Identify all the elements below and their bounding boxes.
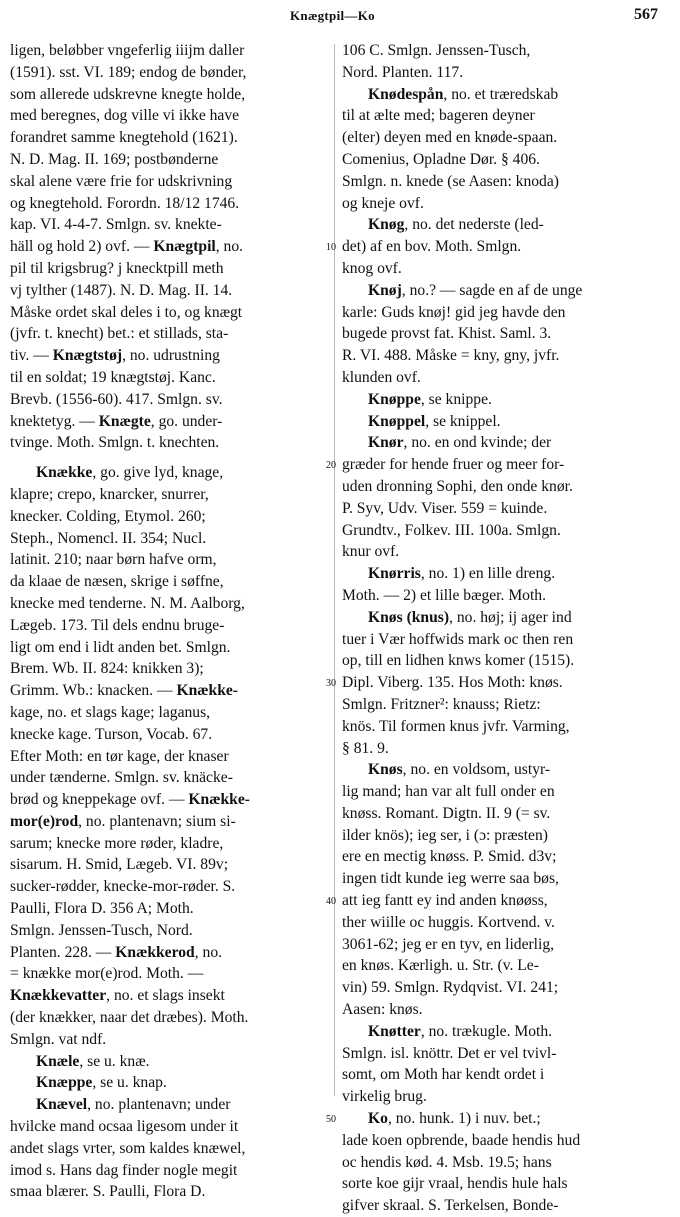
left-text-line	[10, 62, 328, 84]
right-text-line	[342, 454, 664, 476]
right-text-line	[342, 781, 664, 803]
line-text: op, till en lidhen knws komer (1515).	[342, 652, 575, 670]
line-text: Moth. — 2) et lille bæger. Moth.	[342, 586, 547, 604]
left-text-line	[10, 876, 328, 898]
headword: mor(e)rod	[10, 812, 79, 830]
line-text: knøss. Romant. Digtn. II. 9 (= sv.	[342, 804, 551, 822]
left-text-line	[10, 1138, 328, 1160]
line-text: sisarum. H. Smid, Lægeb. VI. 89v;	[10, 856, 229, 874]
line-text: gifver skraal. S. Terkelsen, Bonde-	[342, 1197, 559, 1215]
line-text: Smlgn. vat ndf.	[10, 1030, 107, 1048]
right-text-line	[342, 672, 664, 694]
line-text-after: , no. et træredskab	[443, 85, 559, 103]
line-text: Grundtv., Folkev. III. 100a. Smlgn.	[342, 521, 561, 539]
headword: Knække-	[188, 791, 250, 809]
line-text-after: , no. 1) en lille dreng.	[420, 565, 556, 583]
margin-line-number: 20	[326, 460, 336, 471]
right-text-line	[342, 1064, 664, 1086]
line-text: knur ovf.	[342, 543, 400, 561]
line-text: tvinge. Moth. Smlgn. t. knechten.	[10, 434, 220, 452]
right-text-line	[342, 280, 664, 302]
left-text-line	[10, 484, 328, 506]
line-text: Efter Moth: en tør kage, der knaser	[10, 747, 229, 765]
line-text: P. Syv, Udv. Viser. 559 = kuinde.	[342, 499, 548, 517]
line-text: lade koen opbrende, baade hendis hud	[342, 1131, 581, 1149]
line-text: häll og hold 2) ovf. —	[10, 238, 154, 256]
left-text-line	[10, 1116, 328, 1138]
line-text: Smlgn. isl. knöttr. Det er vel tvivl-	[342, 1044, 557, 1062]
line-text: vin) 59. Smlgn. Rydqvist. VI. 241;	[342, 979, 559, 997]
line-text: tiv. —	[10, 347, 53, 365]
line-text: (der knækker, naar det dræbes). Moth.	[10, 1009, 249, 1027]
right-text-line	[342, 149, 664, 171]
line-text-after: , se u. knap.	[92, 1074, 167, 1092]
right-text-line	[342, 563, 664, 585]
headword: Knørris	[368, 565, 421, 583]
line-text: og knegtehold. Forordn. 18/12 1746.	[10, 194, 240, 212]
line-text: Brem. Wb. II. 824: knikken 3);	[10, 660, 204, 678]
left-text-line	[10, 1051, 328, 1073]
margin-line-number: 30	[326, 678, 336, 689]
right-text-line	[342, 890, 664, 912]
line-text: ther wiille oc huggis. Kortvend. v.	[342, 913, 555, 931]
line-text: karle: Guds knøj! gid jeg havde den	[342, 303, 566, 321]
line-text: Brevb. (1556-60). 417. Smlgn. sv.	[10, 390, 223, 408]
right-text-line	[342, 694, 664, 716]
line-text-after: , go. under-	[150, 412, 223, 430]
line-text: ilder knös); ieg ser, i (ɔ: præsten)	[342, 826, 548, 844]
line-text: virkelig brug.	[342, 1088, 427, 1106]
headword: Knødespån	[368, 85, 444, 103]
line-text: klunden ovf.	[342, 368, 421, 386]
line-text: knecke kage. Turson, Vocab. 67.	[10, 725, 213, 743]
line-text: pil til krigsbrug? j knecktpill meth	[10, 259, 224, 277]
line-text: Smlgn. Fritzner²: knauss; Rietz:	[342, 695, 541, 713]
left-text-line	[10, 920, 328, 942]
line-text: tuer i Vær hoffwids mark oc then ren	[342, 630, 574, 648]
headword: Knække-	[176, 682, 238, 700]
left-text-line	[10, 637, 328, 659]
headword: Knægtstøj	[52, 347, 123, 365]
headword: Ko	[368, 1110, 388, 1128]
left-text-line	[10, 811, 328, 833]
right-text-line	[342, 171, 664, 193]
line-text: Comenius, Opladne Dør. § 406.	[342, 150, 540, 168]
headword: Knægtpil	[153, 238, 216, 256]
line-text: lig mand; han var alt full onder en	[342, 783, 555, 801]
left-text-line	[10, 258, 328, 280]
left-text-line	[10, 615, 328, 637]
line-text: ligt om end i lidt anden bet. Smlgn.	[10, 638, 231, 656]
headword: Knøj	[368, 281, 402, 299]
right-text-line	[342, 629, 664, 651]
line-text-after: , no. høj; ij ager ind	[449, 608, 572, 626]
page-number: 567	[634, 6, 658, 23]
right-text-line	[342, 934, 664, 956]
left-text-line	[10, 680, 328, 702]
line-text: Paulli, Flora D. 356 A; Moth.	[10, 900, 194, 918]
right-text-line	[342, 1130, 664, 1152]
line-text-after: , no. det nederste (led-	[404, 216, 544, 234]
line-text-after: , go. give lyd, knage,	[92, 464, 224, 482]
line-text: det) af en bov. Moth. Smlgn.	[342, 238, 522, 256]
left-text-line	[10, 149, 328, 171]
line-text: som allerede udskrevne knegte holde,	[10, 85, 246, 103]
line-text-after: , no. udrustning	[122, 347, 220, 365]
left-text-line	[10, 1072, 328, 1094]
left-text-line	[10, 1181, 328, 1203]
right-text-line	[342, 912, 664, 934]
line-text-after: , no.	[194, 943, 223, 961]
headword: Knøtter	[368, 1022, 421, 1040]
line-text: Måske ordet skal deles i to, og knægt	[10, 303, 243, 321]
left-text-line	[10, 127, 328, 149]
line-text: knös. Til formen knus jvfr. Varming,	[342, 717, 570, 735]
line-text: knog ovf.	[342, 259, 402, 277]
right-text-line	[342, 650, 664, 672]
line-text: Smlgn. n. knede (se Aasen: knoda)	[342, 172, 559, 190]
right-text-line	[342, 1195, 664, 1217]
right-text-line	[342, 236, 664, 258]
line-text: sucker-rødder, knecke-mor-røder. S.	[10, 878, 236, 896]
right-text-line	[342, 1173, 664, 1195]
right-text-line	[342, 367, 664, 389]
line-text: smaa blærer. S. Paulli, Flora D.	[10, 1183, 206, 1201]
line-text: Smlgn. Jenssen-Tusch, Nord.	[10, 921, 193, 939]
right-text-line	[342, 520, 664, 542]
left-text-line	[10, 411, 328, 433]
line-text: knecke med tenderne. N. M. Aalborg,	[10, 594, 245, 612]
line-text-after: , se knippe.	[420, 390, 492, 408]
line-text: ingen tidt kunde ieg werre saa bøs,	[342, 870, 559, 888]
right-text-line	[342, 432, 664, 454]
line-text: en knøs. Kærligh. u. Str. (v. Le-	[342, 957, 539, 975]
headword: Knævel	[36, 1096, 88, 1114]
left-text-line	[10, 898, 328, 920]
line-text: Dipl. Viberg. 135. Hos Moth: knøs.	[342, 674, 563, 692]
line-text: sarum; knecke more røder, kladre,	[10, 834, 224, 852]
column-divider	[334, 44, 335, 1096]
line-text: (1591). sst. VI. 189; endog de bønder,	[10, 63, 247, 81]
line-text: R. VI. 488. Måske = kny, gny, jvfr.	[342, 347, 560, 365]
right-text-line	[342, 323, 664, 345]
line-text: skal alene være frie for udskrivning	[10, 172, 233, 190]
right-text-line	[342, 846, 664, 868]
left-text-line	[10, 462, 328, 484]
left-text-line	[10, 367, 328, 389]
left-text-line	[10, 506, 328, 528]
left-text-line	[10, 854, 328, 876]
line-text: forandret samme knegtehold (1621).	[10, 129, 238, 147]
line-text: imod s. Hans dag finder nogle megit	[10, 1161, 238, 1179]
headword: Knægte	[98, 412, 151, 430]
right-text-line	[342, 389, 664, 411]
left-text-line	[10, 593, 328, 615]
line-text-after: , no. et slags insekt	[106, 987, 225, 1005]
left-text-line	[10, 528, 328, 550]
line-text: oc hendis kød. 4. Msb. 19.5; hans	[342, 1153, 552, 1171]
left-text-line	[10, 942, 328, 964]
right-text-line	[342, 105, 664, 127]
left-text-line	[10, 767, 328, 789]
left-text-line	[10, 985, 328, 1007]
line-text: brød og kneppekage ovf. —	[10, 791, 189, 809]
right-text-line	[342, 803, 664, 825]
left-text-line	[10, 1029, 328, 1051]
line-text-after: , no. hunk. 1) i nuv. bet.;	[387, 1110, 541, 1128]
left-text-line	[10, 549, 328, 571]
line-text: somt, om Moth har kendt ordet i	[342, 1066, 545, 1084]
line-text: da klaae de næsen, skrige i søffne,	[10, 573, 224, 591]
right-text-line	[342, 40, 664, 62]
right-text-line	[342, 999, 664, 1021]
right-text-line	[342, 541, 664, 563]
line-text: græder for hende fruer og meer for-	[342, 456, 565, 474]
line-text-after: , no. plantenavn; sium si-	[78, 812, 236, 830]
right-text-line	[342, 193, 664, 215]
right-text-line	[342, 498, 664, 520]
left-text-line	[10, 389, 328, 411]
headword: Knækkevatter	[10, 987, 107, 1005]
line-text: sorte koe gijr vraal, hendis hule hals	[342, 1175, 568, 1193]
left-text-line	[10, 789, 328, 811]
line-text: (jvfr. t. knecht) bet.: et stillads, sta-	[10, 325, 229, 343]
left-text-line	[10, 432, 328, 454]
line-text: § 81. 9.	[342, 739, 389, 757]
left-text-line	[10, 1094, 328, 1116]
line-text: kage, no. et slags kage; laganus,	[10, 703, 211, 721]
line-text: = knække mor(e)rod. Moth. —	[10, 965, 204, 983]
left-text-line	[10, 193, 328, 215]
left-text-line	[10, 323, 328, 345]
right-text-line	[342, 214, 664, 236]
line-text: knecker. Colding, Etymol. 260;	[10, 507, 206, 525]
left-text-line	[10, 40, 328, 62]
line-text: til at ælte med; bageren deyner	[342, 107, 535, 125]
line-text: kap. VI. 4-4-7. Smlgn. sv. knekte-	[10, 216, 222, 234]
line-text: Nord. Planten. 117.	[342, 63, 464, 81]
right-text-line	[342, 258, 664, 280]
left-text-line	[10, 571, 328, 593]
line-text-after: , no. en voldsom, ustyr-	[402, 761, 551, 779]
right-text-line	[342, 868, 664, 890]
left-column	[10, 40, 328, 1203]
margin-line-number: 40	[326, 896, 336, 907]
left-text-line	[10, 214, 328, 236]
line-text: hvilcke mand ocsaa ligesom under it	[10, 1118, 239, 1136]
line-text: Planten. 228. —	[10, 943, 116, 961]
line-text: og kneje ovf.	[342, 194, 424, 212]
line-text: med beregnes, dog ville vi ikke have	[10, 107, 240, 125]
left-text-line	[10, 746, 328, 768]
line-text-after: , no. plantenavn; under	[87, 1096, 231, 1114]
right-text-line	[342, 716, 664, 738]
line-text: andet slags vrter, som kaldes knæwel,	[10, 1139, 246, 1157]
headword: Knøg	[368, 216, 405, 234]
right-column	[342, 40, 664, 1217]
left-text-line	[10, 280, 328, 302]
headword: Knøppe	[368, 390, 421, 408]
right-text-line	[342, 738, 664, 760]
headword: Knækkerod	[115, 943, 195, 961]
left-text-line	[10, 833, 328, 855]
line-text-after: , no. en ond kvinde; der	[403, 434, 552, 452]
right-text-line	[342, 1043, 664, 1065]
right-text-line	[342, 302, 664, 324]
line-text: latinit. 210; naar børn hafve orm,	[10, 551, 217, 569]
line-text: 106 C. Smlgn. Jenssen-Tusch,	[342, 42, 531, 59]
line-text: bugede provst fat. Khist. Saml. 3.	[342, 325, 552, 343]
left-text-line	[10, 345, 328, 367]
headword: Knøppel	[368, 412, 426, 430]
right-text-line	[342, 476, 664, 498]
right-text-line	[342, 977, 664, 999]
line-text: att ieg fantt ey ind anden knøøss,	[342, 892, 548, 910]
right-text-line	[342, 62, 664, 84]
right-text-line	[342, 127, 664, 149]
headword: Knække	[36, 464, 93, 482]
line-text-after: , no.? — sagde en af de unge	[401, 281, 583, 299]
line-text-after: , no.	[215, 238, 244, 256]
headword: Knæle	[36, 1052, 80, 1070]
right-text-line	[342, 1021, 664, 1043]
headword: Knøs	[368, 761, 403, 779]
left-text-line	[10, 1007, 328, 1029]
line-text: ligen, beløbber vngeferlig iiijm daller	[10, 42, 245, 59]
line-text: (elter) deyen med en knøde-spaan.	[342, 129, 558, 147]
right-text-line	[342, 955, 664, 977]
left-text-line	[10, 658, 328, 680]
line-text: til en soldat; 19 knægtstøj. Kanc.	[10, 368, 216, 386]
right-text-line	[342, 411, 664, 433]
right-text-line	[342, 84, 664, 106]
line-text: klapre; crepo, knarcker, snurrer,	[10, 485, 209, 503]
page-header	[0, 6, 680, 26]
running-head: Knægtpil—Ko	[290, 8, 375, 23]
line-text-after: , se knippel.	[425, 412, 501, 430]
line-text: Grimm. Wb.: knacken. —	[10, 682, 177, 700]
line-text: 3061-62; jeg er en tyv, en liderlig,	[342, 935, 555, 953]
left-text-line	[10, 702, 328, 724]
left-text-line	[10, 963, 328, 985]
left-text-line	[10, 105, 328, 127]
line-text: N. D. Mag. II. 169; postbønderne	[10, 150, 219, 168]
right-text-line	[342, 825, 664, 847]
line-text: Aasen: knøs.	[342, 1001, 423, 1019]
line-text: under tænderne. Smlgn. sv. knäcke-	[10, 769, 233, 787]
line-text: vj tylther (1487). N. D. Mag. II. 14.	[10, 281, 233, 299]
line-text: Lægeb. 173. Til dels endnu bruge-	[10, 616, 225, 634]
right-text-line	[342, 1152, 664, 1174]
left-text-line	[10, 1160, 328, 1182]
line-text: Steph., Nomencl. II. 354; Nucl.	[10, 529, 207, 547]
right-text-line	[342, 585, 664, 607]
right-text-line	[342, 759, 664, 781]
line-text-after: , se u. knæ.	[79, 1052, 150, 1070]
line-text: uden dronning Sophi, den onde knør.	[342, 477, 573, 495]
right-text-line	[342, 1108, 664, 1130]
line-text: knektetyg. —	[10, 412, 99, 430]
left-text-line	[10, 302, 328, 324]
line-text: ere en mectig knøss. P. Smid. d3v;	[342, 848, 557, 866]
left-text-line	[10, 236, 328, 258]
left-text-line	[10, 724, 328, 746]
headword: Knøs (knus)	[368, 608, 450, 626]
headword: Knør	[368, 434, 404, 452]
headword: Knæppe	[36, 1074, 93, 1092]
margin-line-number: 10	[326, 242, 336, 253]
left-text-line	[10, 171, 328, 193]
left-text-line	[10, 84, 328, 106]
right-text-line	[342, 607, 664, 629]
right-text-line	[342, 345, 664, 367]
line-text-after: , no. trækugle. Moth.	[420, 1022, 553, 1040]
margin-line-number: 50	[326, 1114, 336, 1125]
